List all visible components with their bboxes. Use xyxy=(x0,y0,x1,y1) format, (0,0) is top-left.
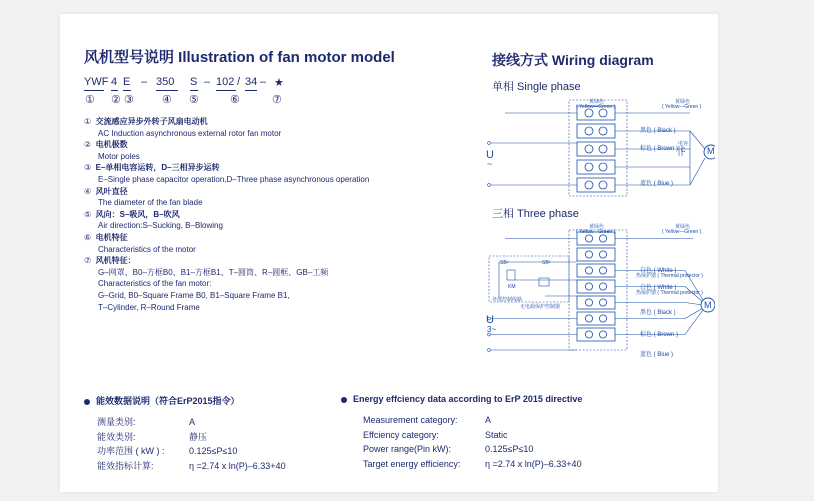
erp-en-table xyxy=(363,415,703,473)
label-blue: 蓝色 ( Blue ) xyxy=(640,181,674,187)
code-part: / xyxy=(237,76,241,88)
code-part: 350 xyxy=(156,76,175,88)
list-item: ① 交流感应异步外转子风扇电动机 xyxy=(84,117,208,126)
label-yg-left: 黄绿色 xyxy=(589,99,605,105)
label-yg-right: 黄绿色 xyxy=(675,224,691,230)
motor-symbol: M xyxy=(704,300,712,310)
code-part: YWF xyxy=(84,76,109,88)
table-row: Target energy efficiency: η =2.74 x ln(P)–6.33+40 xyxy=(363,458,582,469)
label-black: 黑色 ( Black ) xyxy=(640,310,676,316)
label-black: 黑色 ( Black ) xyxy=(640,128,676,134)
table-row: Effciency category: Static xyxy=(363,429,508,440)
list-item: ④ 风叶直径 xyxy=(84,186,128,196)
label-capacitor-cn: 电容 xyxy=(678,141,689,147)
marker: ⑦ xyxy=(272,94,282,106)
wiring-title: 接线方式 Wiring diagram xyxy=(492,52,654,68)
document-page xyxy=(60,14,718,492)
table-row: Measurement category: A xyxy=(363,415,492,425)
marker: ③ xyxy=(124,94,134,106)
code-part: ★ xyxy=(274,77,284,89)
bullet-icon xyxy=(84,399,90,405)
label-yg-right: 黄绿色 xyxy=(675,99,691,105)
code-part: 34 xyxy=(245,76,258,88)
list-item: ⑤ 风向：S–吸风，B–吹风 xyxy=(84,209,180,219)
supply-label: U xyxy=(486,149,494,161)
list-item: ⑥ 电机特征 xyxy=(84,232,128,242)
label-yg-left-en: ( Yellow—Green ) xyxy=(576,104,616,110)
motor-symbol: M xyxy=(707,146,715,156)
label-external-control: 外部控制线路 xyxy=(492,297,523,303)
label-controller: 无电源保护控制器 xyxy=(520,304,561,310)
label-yg-left-en: ( Yellow—Green ) xyxy=(576,229,616,235)
list-item: ② 电机极数 xyxy=(84,140,128,150)
label-white-1: 白色 ( White ) xyxy=(640,268,677,274)
code-part: 4 xyxy=(111,76,118,88)
label-thermal-1: 热保护器 ( Thermal protector ) xyxy=(636,273,703,279)
supply-symbol: 3~ xyxy=(487,325,497,334)
table-row: 能效指标计算: η =2.74 x ln(P)–6.33+40 xyxy=(97,460,286,471)
label-sb1: SB¹ xyxy=(500,260,509,266)
label-white-2: 白色 ( White ) xyxy=(640,285,677,291)
model-title: 风机型号说明 Illustration of fan motor model xyxy=(84,49,395,66)
label-blue: 蓝色 ( Blue ) xyxy=(640,352,674,358)
code-part: – xyxy=(260,76,267,88)
list-item: ⑦ 风机特征： xyxy=(84,256,136,266)
label-brown: 棕色 ( Brown ) xyxy=(640,146,679,152)
code-part: E xyxy=(123,76,131,88)
label-yg-right-en: ( Yellow—Green ) xyxy=(662,104,702,110)
marker: ④ xyxy=(162,94,172,106)
label-km: KM xyxy=(508,284,516,290)
erp-en-heading: Energy effciency data according to ErP 2015 directive xyxy=(341,394,582,404)
table-row: 测量类别: A xyxy=(97,417,196,427)
table-row: Power range(Pin kW): 0.125≤P≤10 xyxy=(363,444,534,454)
three-phase-title: 三相 Three phase xyxy=(492,208,579,220)
list-item: ③ E–单相电容运转，D–三相异步运转 xyxy=(84,163,220,173)
code-part: – xyxy=(204,76,211,88)
marker: ① xyxy=(85,94,95,106)
code-part: S xyxy=(190,76,198,88)
supply-label: U xyxy=(486,314,494,326)
label-brown: 棕色 ( Brown ) xyxy=(640,332,679,338)
table-row: 能效类别: 静压 xyxy=(97,431,208,442)
marker: ⑥ xyxy=(230,94,240,106)
marker: ⑤ xyxy=(189,94,199,106)
label-capacitor: C xyxy=(681,148,686,154)
erp-cn-heading: 能效数据说明（符合ErP2015指令） xyxy=(84,394,240,407)
label-thermal-2: 热保护器 ( Thermal protector ) xyxy=(636,290,703,296)
code-part: 102 xyxy=(216,76,235,88)
label-sb2: SB² xyxy=(542,260,551,266)
supply-symbol: ~ xyxy=(487,159,493,169)
bullet-icon xyxy=(341,397,347,403)
model-explanation-list: ① 交流感应异步外转子风扇电动机 AC Induction asynchronous external rotor fan motor ② 电机极数 Motor poles ③ E–单相电容运转，D–三相异步运转 E–Single phase capacitor operation,D–Three phase asynchronous operation ④ 风叶直径 The diameter of the fan blade ⑤ 风向：S–吸风，B–吹风 Air direction:S–Sucking, B–Blowing ⑥ 电机特征 Characteristics of the motor ⑦ 风机特征： G–网罩、B0–方框B0、B1–方框B1、T–圆筒、R–圆框、GB–工频 Characteristics of the fan motor: G–Grid, B0–Square Frame B0, B1–Square Frame B1, T–Cylinder, R–Round Frame xyxy=(84,117,370,312)
code-part: – xyxy=(141,76,148,88)
erp-cn-table xyxy=(97,415,357,473)
table-row: 功率范围 ( kW ) : 0.125≤P≤10 xyxy=(97,446,238,456)
marker: ② xyxy=(111,94,121,106)
label-yg-right-en: ( Yellow—Green ) xyxy=(662,229,702,235)
label-yg-left: 黄绿色 xyxy=(589,224,605,230)
single-phase-title: 单相 Single phase xyxy=(492,81,581,93)
